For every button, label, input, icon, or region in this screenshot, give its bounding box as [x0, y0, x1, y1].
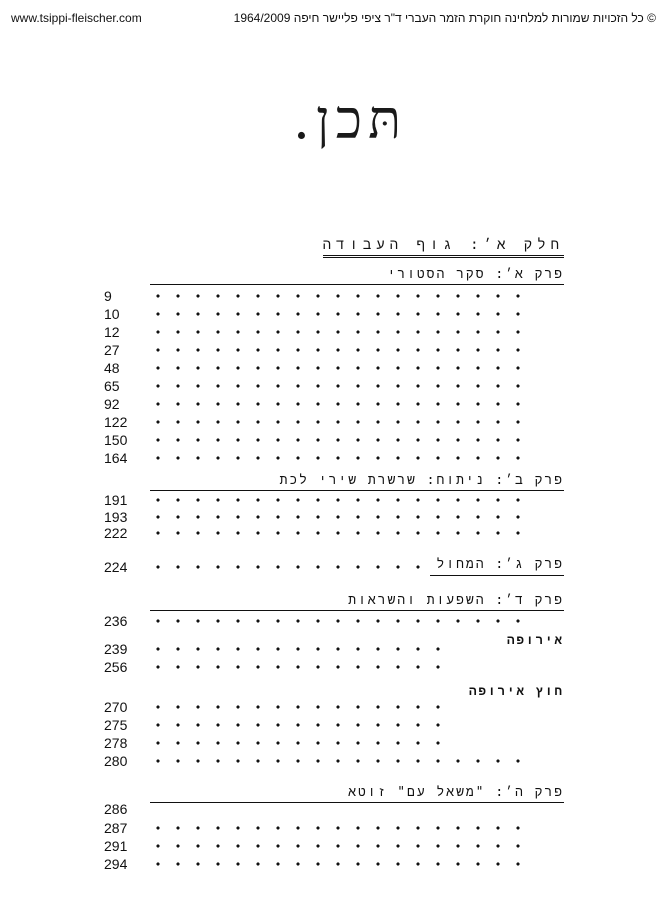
dot-leader — [148, 359, 523, 377]
dot-leader — [148, 658, 448, 676]
toc-page-number: 236 — [104, 613, 128, 629]
page-title: תּכן. — [292, 88, 408, 151]
dot-leader — [148, 558, 428, 576]
copyright-notice: © כל הזכויות שמורות למלחינה חוקרת הזמר העברי ד"ר ציפי פליישר חיפה 1964/2009 — [233, 11, 656, 25]
dot-leader — [148, 698, 448, 716]
toc-page-number: 191 — [104, 492, 128, 508]
toc-page-number: 92 — [104, 396, 120, 412]
section-heading-outside-europe: חוץ אירופה — [468, 683, 564, 698]
chapter-b-title: פרק ב׳: ניתוח: שרשרת שירי לכת — [279, 473, 564, 488]
dot-leader — [148, 819, 523, 837]
toc-page-number: 294 — [104, 856, 128, 872]
toc-page-number: 280 — [104, 753, 128, 769]
toc-page-number: 10 — [104, 306, 120, 322]
dot-leader — [148, 524, 523, 542]
dot-leader — [148, 287, 523, 305]
dot-leader — [148, 855, 523, 873]
dot-leader — [148, 752, 523, 770]
dot-leader — [148, 305, 523, 323]
dot-leader — [148, 413, 523, 431]
toc-page-number: 27 — [104, 342, 120, 358]
toc-page-number: 256 — [104, 659, 128, 675]
dot-leader — [148, 837, 523, 855]
dot-leader — [148, 612, 523, 630]
dot-leader — [148, 449, 523, 467]
toc-page-number: 65 — [104, 378, 120, 394]
section-heading-europe: אירופה — [506, 632, 564, 647]
toc-page-number: 270 — [104, 699, 128, 715]
toc-page-number: 122 — [104, 414, 128, 430]
website-url[interactable]: www.tsippi-fleischer.com — [11, 11, 142, 25]
toc-page-number: 193 — [104, 509, 128, 525]
chapter-c-rule — [430, 575, 564, 576]
toc-page-number: 291 — [104, 838, 128, 854]
toc-page-number: 9 — [104, 288, 112, 304]
toc-page-number: 224 — [104, 559, 128, 575]
dot-leader — [148, 640, 448, 658]
toc-page-number: 150 — [104, 432, 128, 448]
dot-leader — [148, 716, 448, 734]
chapter-d-title: פרק ד׳: השפעות והשראות — [348, 593, 564, 608]
toc-page-number: 239 — [104, 641, 128, 657]
chapter-a-title: פרק א׳: סקר הסטורי — [387, 267, 564, 282]
toc-page-number: 287 — [104, 820, 128, 836]
chapter-e-title: פרק ה׳: "משאל עם" זוטא — [348, 785, 564, 800]
toc-page-number: 222 — [104, 525, 128, 541]
toc-page-number: 48 — [104, 360, 120, 376]
toc-page-number: 286 — [104, 801, 128, 817]
dot-leader — [148, 431, 523, 449]
chapter-e-rule — [150, 802, 564, 803]
toc-page-number: 164 — [104, 450, 128, 466]
chapter-d-rule — [150, 610, 564, 611]
dot-leader — [148, 341, 523, 359]
dot-leader — [148, 491, 523, 509]
dot-leader — [148, 323, 523, 341]
part-title: חלק א׳: גוף העבודה — [323, 237, 564, 258]
chapter-a-rule — [150, 284, 564, 285]
dot-leader — [148, 377, 523, 395]
dot-leader — [148, 734, 448, 752]
dot-leader — [148, 395, 523, 413]
toc-page-number: 12 — [104, 324, 120, 340]
chapter-c-title: פרק ג׳: המחול — [436, 557, 564, 572]
page-header — [0, 0, 668, 26]
toc-page-number: 278 — [104, 735, 128, 751]
toc-page-number: 275 — [104, 717, 128, 733]
